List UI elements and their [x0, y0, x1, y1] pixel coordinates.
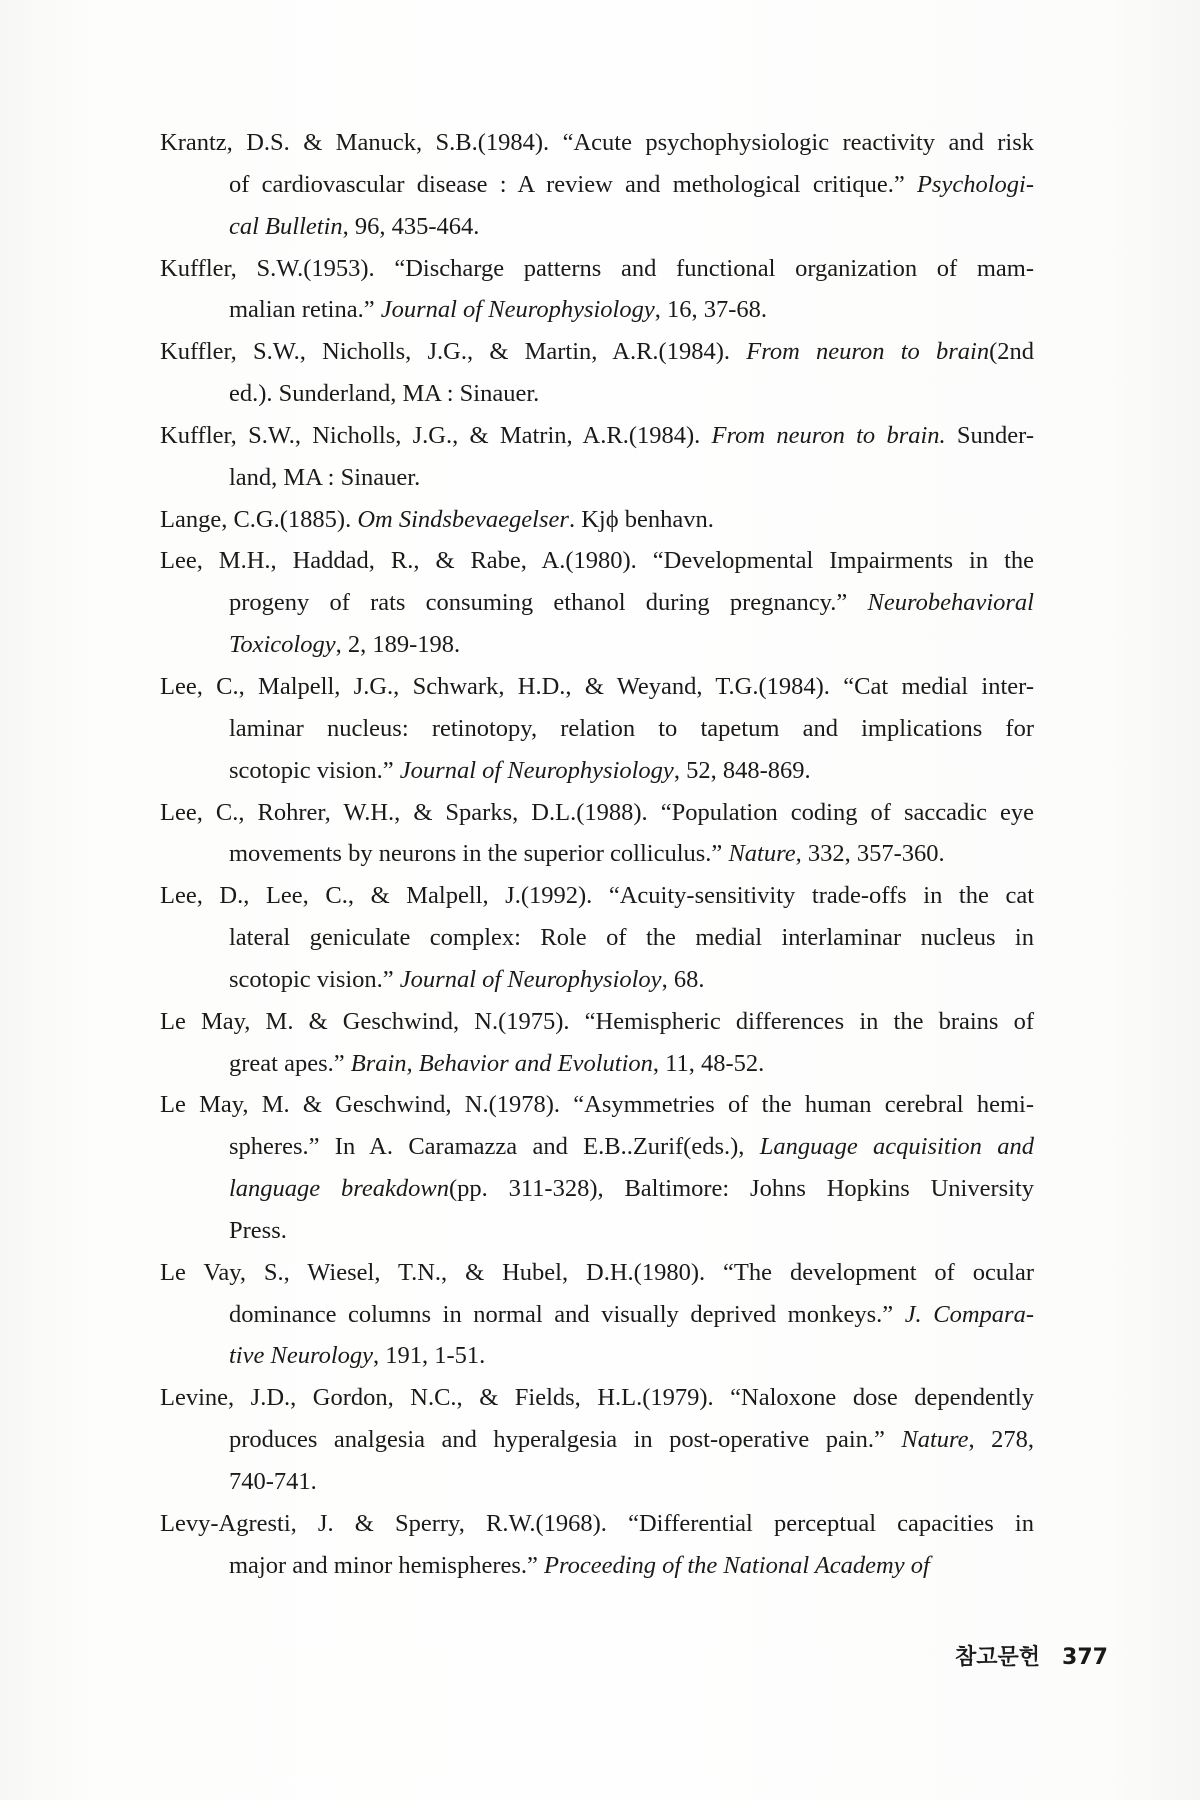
reference-line	[160, 666, 1034, 708]
reference-line	[229, 1168, 1034, 1210]
reference-entry	[160, 1377, 1034, 1503]
reference-line	[229, 1294, 1034, 1336]
reference-text: dominance columns in normal and visually deprived monkeys.”	[229, 1300, 905, 1328]
reference-italic-text: From neuron to brain	[746, 338, 990, 366]
reference-entry	[160, 499, 1034, 541]
reference-line	[160, 1377, 1034, 1419]
reference-italic-text: cal Bulletin	[229, 212, 343, 240]
reference-text: Lange, C.G.(1885).	[160, 505, 358, 533]
reference-text: , 96, 435-464.	[342, 212, 480, 240]
reference-text: Le Vay, S., Wiesel, T.N., & Hubel, D.H.(1980). “The development of ocular	[160, 1258, 1034, 1286]
reference-line	[229, 206, 1034, 248]
running-footer-section: 참고문헌	[955, 1645, 1041, 1670]
reference-line	[229, 1335, 1034, 1377]
reference-text: Levy-Agresti, J. & Sperry, R.W.(1968). “Differential perceptual capacities in	[160, 1509, 1034, 1537]
reference-italic-text: Om Sindsbevaegelser	[357, 505, 569, 533]
reference-text: (pp. 311-328), Baltimore: Johns Hopkins University	[448, 1175, 1034, 1203]
reference-entry	[160, 415, 1034, 499]
reference-text: movements by neurons in the superior colliculus.”	[229, 840, 729, 868]
reference-text: , 2, 189-198.	[335, 631, 461, 659]
reference-text: great apes.”	[229, 1049, 351, 1077]
reference-text: , 11, 48-52.	[652, 1049, 765, 1077]
reference-entry	[160, 122, 1034, 248]
reference-text: Le May, M. & Geschwind, N.(1975). “Hemispheric differences in the brains of	[160, 1007, 1034, 1035]
reference-text: , 332, 357-360.	[795, 840, 945, 868]
reference-line	[229, 582, 1034, 624]
reference-italic-text: From neuron to brain.	[711, 421, 946, 449]
reference-entry	[160, 666, 1034, 792]
reference-line	[229, 1545, 1034, 1587]
reference-text: spheres.” In A. Caramazza and E.B..Zurif(eds.),	[229, 1133, 760, 1161]
reference-text: Levine, J.D., Gordon, N.C., & Fields, H.L.(1979). “Naloxone dose dependently	[160, 1384, 1034, 1412]
reference-line	[160, 875, 1034, 917]
reference-line	[160, 1001, 1034, 1043]
reference-text: progeny of rats consuming ethanol during pregnancy.”	[229, 589, 868, 617]
reference-text: Kuffler, S.W., Nicholls, J.G., & Martin, A.R.(1984).	[160, 338, 747, 366]
reference-italic-text: Nature	[728, 840, 796, 868]
reference-text: scotopic vision.”	[229, 756, 400, 784]
reference-line	[160, 540, 1034, 582]
reference-line	[160, 248, 1034, 290]
reference-text: laminar nucleus: retinotopy, relation to tapetum and implications for	[229, 714, 1034, 742]
reference-line	[229, 1126, 1034, 1168]
reference-line	[229, 624, 1034, 666]
reference-list	[160, 122, 1034, 1587]
reference-line	[160, 122, 1034, 164]
reference-entry	[160, 1252, 1034, 1378]
reference-text: , 191, 1-51.	[373, 1342, 486, 1370]
reference-text: of cardiovascular disease : A review and methological critique.”	[229, 170, 917, 198]
reference-text: lateral geniculate complex: Role of the medial interlaminar nucleus in	[229, 924, 1034, 952]
reference-entry	[160, 1503, 1034, 1587]
reference-entry	[160, 540, 1034, 666]
reference-line	[229, 1043, 1034, 1085]
reference-text: scotopic vision.”	[229, 965, 400, 993]
reference-italic-text: Psychologi-	[916, 170, 1034, 198]
reference-entry	[160, 792, 1034, 876]
reference-line	[229, 457, 1034, 499]
reference-text: . Kjϕ benhavn.	[568, 505, 714, 533]
reference-text: Press.	[229, 1216, 287, 1244]
reference-italic-text: Journal of Neurophysiology	[399, 756, 674, 784]
reference-italic-text: J. Compara-	[904, 1300, 1034, 1328]
reference-text: malian retina.”	[229, 296, 381, 324]
reference-line	[160, 415, 1034, 457]
reference-text: , 52, 848-869.	[673, 756, 811, 784]
reference-text: Lee, C., Malpell, J.G., Schwark, H.D., & Weyand, T.G.(1984). “Cat medial inter-	[160, 672, 1034, 700]
reference-line	[229, 1210, 1034, 1252]
reference-text: Krantz, D.S. & Manuck, S.B.(1984). “Acute psychophysiologic reactivity and risk	[160, 129, 1034, 156]
reference-text: 740-741.	[229, 1468, 317, 1495]
reference-line	[160, 792, 1034, 834]
reference-italic-text: Neurobehavioral	[867, 589, 1034, 617]
reference-italic-text: Toxicology	[229, 631, 336, 659]
reference-line	[229, 1461, 1034, 1503]
reference-italic-text: Journal of Neurophysioloy	[399, 965, 662, 993]
reference-entry	[160, 875, 1034, 1001]
reference-line	[229, 750, 1034, 792]
reference-entry	[160, 1084, 1034, 1251]
reference-line	[160, 1084, 1034, 1126]
reference-italic-text: Nature	[901, 1426, 969, 1454]
reference-line	[229, 373, 1034, 415]
reference-text: produces analgesia and hyperalgesia in post-operative pain.”	[229, 1426, 902, 1454]
reference-italic-text: language breakdown	[229, 1175, 449, 1203]
reference-italic-text: Language acquisition and	[759, 1133, 1034, 1161]
reference-text: , 16, 37-68.	[654, 296, 768, 324]
reference-text: , 278,	[968, 1426, 1034, 1454]
page-footer	[955, 1640, 1108, 1671]
reference-text: land, MA : Sinauer.	[229, 463, 421, 491]
reference-text: Kuffler, S.W., Nicholls, J.G., & Matrin, A.R.(1984).	[160, 421, 712, 449]
reference-line	[229, 289, 1034, 331]
reference-entry	[160, 331, 1034, 415]
reference-entry	[160, 1001, 1034, 1085]
reference-text: Lee, D., Lee, C., & Malpell, J.(1992). “Acuity-sensitivity trade-offs in the cat	[160, 882, 1034, 910]
reference-text: Lee, C., Rohrer, W.H., & Sparks, D.L.(1988). “Population coding of saccadic eye	[160, 798, 1034, 826]
reference-text: (2nd	[989, 338, 1035, 366]
reference-line	[229, 917, 1034, 959]
reference-line	[160, 499, 1034, 541]
reference-text: Lee, M.H., Haddad, R., & Rabe, A.(1980). “Developmental Impairments in the	[160, 547, 1034, 575]
reference-text: Le May, M. & Geschwind, N.(1978). “Asymmetries of the human cerebral hemi-	[160, 1091, 1034, 1119]
reference-italic-text: Proceeding of the National Academy of	[544, 1551, 930, 1579]
reference-line	[229, 164, 1034, 206]
reference-text: ed.). Sunderland, MA : Sinauer.	[229, 380, 540, 408]
page-number: 377	[1062, 1645, 1108, 1670]
reference-line	[160, 1252, 1034, 1294]
reference-text: Sunder-	[945, 421, 1035, 449]
reference-entry	[160, 248, 1034, 332]
reference-line	[229, 1419, 1034, 1461]
reference-line	[160, 1503, 1034, 1545]
reference-italic-text: tive Neurology	[229, 1342, 374, 1370]
reference-line	[229, 959, 1034, 1001]
reference-text: , 68.	[661, 965, 705, 993]
reference-italic-text: Journal of Neurophysiology	[380, 296, 655, 324]
reference-line	[160, 331, 1034, 373]
reference-text: major and minor hemispheres.”	[229, 1551, 545, 1579]
reference-italic-text: Brain, Behavior and Evolution	[350, 1049, 653, 1077]
reference-text: Kuffler, S.W.(1953). “Discharge patterns and functional organization of mam-	[160, 254, 1034, 282]
reference-line	[229, 833, 1034, 875]
reference-line	[229, 708, 1034, 750]
